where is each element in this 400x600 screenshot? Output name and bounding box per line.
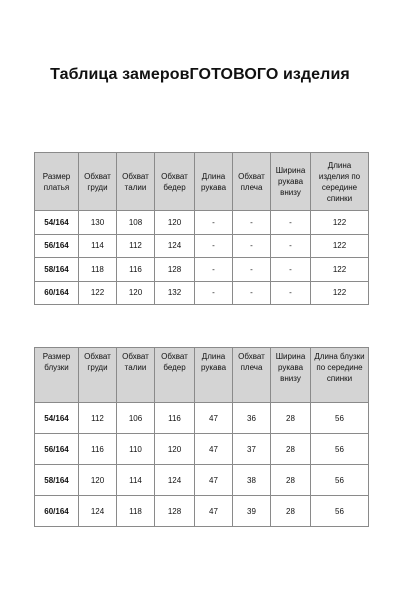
header-cell: Размер платья xyxy=(35,153,79,211)
table-cell: - xyxy=(195,211,233,235)
table-cell: 124 xyxy=(155,465,195,496)
size-cell: 60/164 xyxy=(35,496,79,527)
table-cell: - xyxy=(233,281,271,305)
table-cell: - xyxy=(195,234,233,258)
table-cell: 28 xyxy=(271,496,311,527)
table-cell: 124 xyxy=(155,234,195,258)
header-cell: Длина блузки по середине спинки xyxy=(311,348,369,403)
table-cell: 56 xyxy=(311,496,369,527)
table-cell: - xyxy=(271,258,311,282)
table-cell: 130 xyxy=(79,211,117,235)
header-cell: Обхват груди xyxy=(79,348,117,403)
table-cell: 122 xyxy=(311,211,369,235)
header-cell: Обхват плеча xyxy=(233,153,271,211)
header-cell: Ширина рукава внизу xyxy=(271,153,311,211)
table-row xyxy=(35,211,369,235)
header-cell: Обхват плеча xyxy=(233,348,271,403)
table-cell: 47 xyxy=(195,496,233,527)
header-cell: Длина изделия по середине спинки xyxy=(311,153,369,211)
table-cell: 132 xyxy=(155,281,195,305)
table-row xyxy=(35,281,369,305)
size-cell: 58/164 xyxy=(35,465,79,496)
table-cell: 39 xyxy=(233,496,271,527)
table-cell: 120 xyxy=(79,465,117,496)
table-cell: 120 xyxy=(155,211,195,235)
table-cell: 114 xyxy=(117,465,155,496)
table-cell: 28 xyxy=(271,465,311,496)
header-cell: Размер блузки xyxy=(35,348,79,403)
table-cell: - xyxy=(195,258,233,282)
table-cell: 112 xyxy=(79,403,117,434)
table-cell: 122 xyxy=(79,281,117,305)
table-cell: 56 xyxy=(311,465,369,496)
table-cell: 36 xyxy=(233,403,271,434)
table-row xyxy=(35,234,369,258)
blouse-measurements-table xyxy=(34,347,369,527)
table-cell: 28 xyxy=(271,434,311,465)
table-cell: - xyxy=(195,281,233,305)
header-cell: Ширина рукава внизу xyxy=(271,348,311,403)
table-cell: 124 xyxy=(79,496,117,527)
table-cell: - xyxy=(233,211,271,235)
table-row xyxy=(35,465,369,496)
table-cell: 28 xyxy=(271,403,311,434)
size-cell: 54/164 xyxy=(35,403,79,434)
table-row xyxy=(35,403,369,434)
table-cell: 110 xyxy=(117,434,155,465)
header-cell: Обхват бедер xyxy=(155,348,195,403)
table-cell: - xyxy=(271,281,311,305)
table-cell: 106 xyxy=(117,403,155,434)
table-cell: 122 xyxy=(311,234,369,258)
table-cell: 47 xyxy=(195,465,233,496)
table-cell: 38 xyxy=(233,465,271,496)
table-cell: 122 xyxy=(311,258,369,282)
header-cell: Длина рукава xyxy=(195,153,233,211)
header-cell: Обхват груди xyxy=(79,153,117,211)
table-row xyxy=(35,434,369,465)
table-row xyxy=(35,258,369,282)
table-cell: 56 xyxy=(311,403,369,434)
table-cell: - xyxy=(271,211,311,235)
table-cell: 120 xyxy=(155,434,195,465)
table-cell: 114 xyxy=(79,234,117,258)
table-cell: 116 xyxy=(155,403,195,434)
table-cell: 128 xyxy=(155,258,195,282)
table-header-row xyxy=(35,348,369,403)
table-cell: 112 xyxy=(117,234,155,258)
page-title: Таблица замеровГОТОВОГО изделия xyxy=(50,66,350,83)
size-cell: 58/164 xyxy=(35,258,79,282)
table-cell: 120 xyxy=(117,281,155,305)
table-cell: 122 xyxy=(311,281,369,305)
header-cell: Обхват бедер xyxy=(155,153,195,211)
header-cell: Обхват талии xyxy=(117,348,155,403)
table-cell: 116 xyxy=(79,434,117,465)
table-cell: - xyxy=(271,234,311,258)
table-cell: 128 xyxy=(155,496,195,527)
table-row xyxy=(35,496,369,527)
dress-measurements-table xyxy=(34,152,369,305)
table-cell: 47 xyxy=(195,403,233,434)
size-cell: 56/164 xyxy=(35,234,79,258)
table-cell: 108 xyxy=(117,211,155,235)
size-cell: 60/164 xyxy=(35,281,79,305)
size-cell: 54/164 xyxy=(35,211,79,235)
table-cell: 116 xyxy=(117,258,155,282)
table-cell: - xyxy=(233,258,271,282)
table-cell: - xyxy=(233,234,271,258)
table-cell: 37 xyxy=(233,434,271,465)
size-cell: 56/164 xyxy=(35,434,79,465)
table-cell: 56 xyxy=(311,434,369,465)
header-cell: Обхват талии xyxy=(117,153,155,211)
table-cell: 47 xyxy=(195,434,233,465)
table-cell: 118 xyxy=(79,258,117,282)
table-cell: 118 xyxy=(117,496,155,527)
table-header-row xyxy=(35,153,369,211)
header-cell: Длина рукава xyxy=(195,348,233,403)
